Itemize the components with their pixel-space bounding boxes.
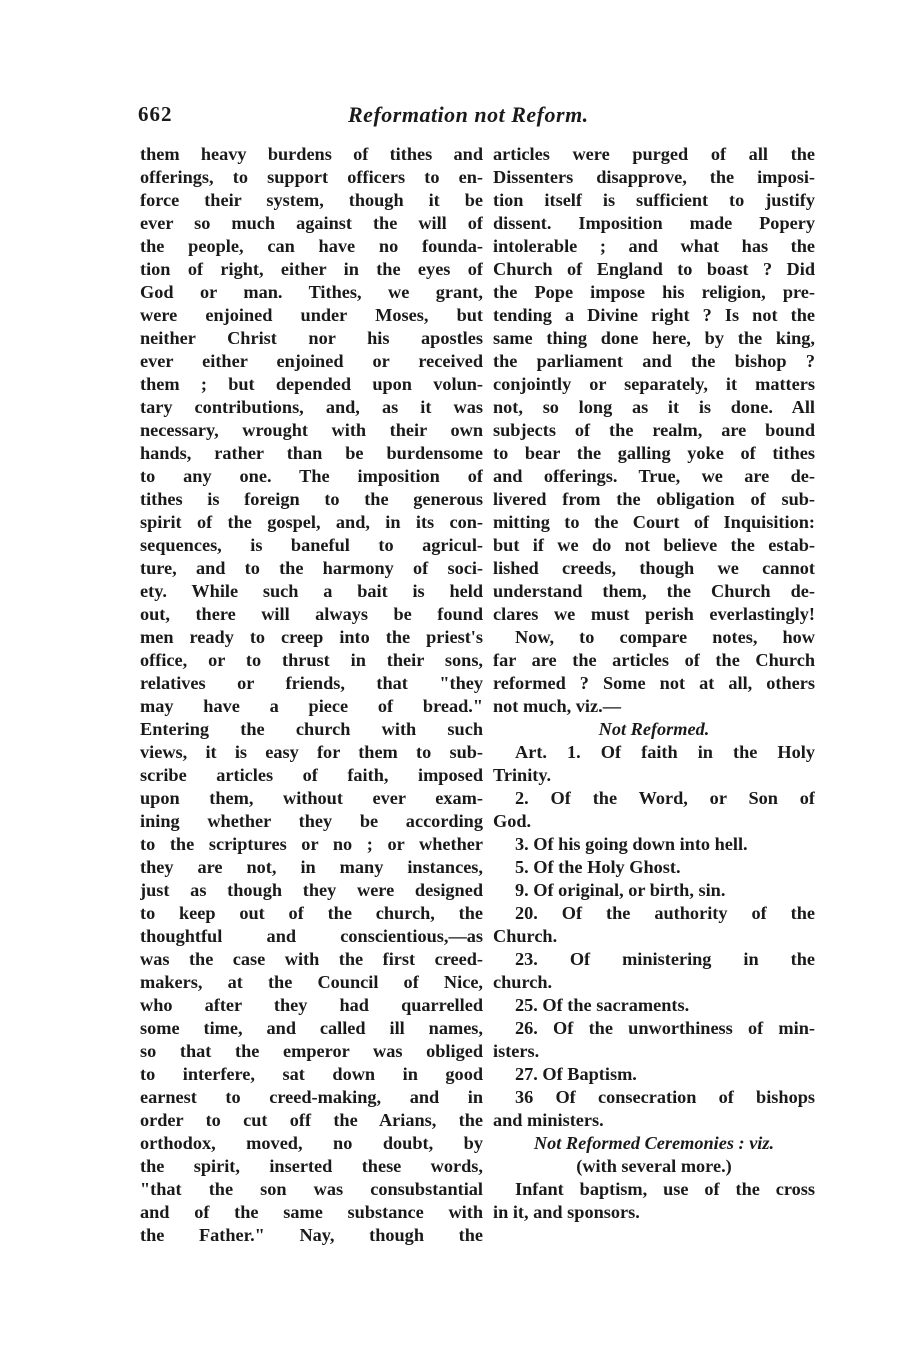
text-line: was the case with the first creed-: [140, 949, 483, 969]
text-line: not much, viz.—: [493, 696, 621, 716]
text-line: Art. 1. Of faith in the Holy: [515, 742, 815, 762]
text-line: orthodox, moved, no doubt, by: [140, 1133, 483, 1153]
text-line: 5. Of the Holy Ghost.: [515, 857, 681, 877]
text-line: 26. Of the unworthiness of min-: [515, 1018, 815, 1038]
text-line: the spirit, inserted these words,: [140, 1156, 483, 1176]
text-line: the parliament and the bishop ?: [493, 351, 815, 371]
text-line: Church of England to boast ? Did: [493, 259, 815, 279]
text-line: God or man. Tithes, we grant,: [140, 282, 483, 302]
text-line: makers, at the Council of Nice,: [140, 972, 483, 992]
text-line: 25. Of the sacraments.: [515, 995, 690, 1015]
text-line: thoughtful and conscientious,—as: [140, 926, 483, 946]
right-column: [493, 143, 815, 1224]
text-line: the people, can have no founda-: [140, 236, 483, 256]
text-line: upon them, without ever exam-: [140, 788, 483, 808]
text-line: ety. While such a bait is held: [140, 581, 483, 601]
text-line: the Father." Nay, though the: [140, 1225, 483, 1245]
text-line: tithes is foreign to the generous: [140, 489, 483, 509]
text-line: to interfere, sat down in good: [140, 1064, 483, 1084]
text-line: just as though they were designed: [140, 880, 483, 900]
text-line: far are the articles of the Church: [493, 650, 815, 670]
text-line: ining whether they be according: [140, 811, 483, 831]
text-line: earnest to creed-making, and in: [140, 1087, 483, 1107]
text-line: spirit of the gospel, and, in its con-: [140, 512, 483, 532]
text-line: some time, and called ill names,: [140, 1018, 483, 1038]
text-line: to bear the galling yoke of tithes: [493, 443, 815, 463]
text-line: livered from the obligation of sub-: [493, 489, 815, 509]
text-line: the Pope impose his religion, pre-: [493, 282, 815, 302]
text-line: offerings, to support officers to en-: [140, 167, 483, 187]
running-head: Reformation not Reform.: [348, 102, 589, 127]
text-line: understand them, the Church de-: [493, 581, 815, 601]
section-heading: Not Reformed Ceremonies : viz.: [533, 1133, 775, 1153]
text-line: intolerable ; and what has the: [493, 236, 815, 256]
page-number: 662: [138, 102, 173, 126]
text-line: out, there will always be found: [140, 604, 483, 624]
text-line: ever so much against the will of: [140, 213, 483, 233]
text-line: may have a piece of bread.": [140, 696, 483, 716]
text-line: force their system, though it be: [140, 190, 483, 210]
text-line: subjects of the realm, are bound: [493, 420, 815, 440]
text-line: Trinity.: [493, 765, 552, 785]
text-line: clares we must perish everlastingly!: [493, 604, 815, 624]
text-line: Dissenters disapprove, the imposi-: [493, 167, 815, 187]
text-line: to keep out of the church, the: [140, 903, 483, 923]
text-line: who after they had quarrelled: [140, 995, 483, 1015]
text-line: 27. Of Baptism.: [515, 1064, 637, 1084]
text-line: them ; but depended upon volun-: [140, 374, 483, 394]
text-line: ture, and to the harmony of soci-: [140, 558, 483, 578]
text-line: tion of right, either in the eyes of: [140, 259, 483, 279]
text-line: tary contributions, and, as it was: [140, 397, 483, 417]
text-line: tending a Divine right ? Is not the: [493, 305, 815, 325]
text-line: articles were purged of all the: [493, 144, 815, 164]
text-line: Entering the church with such: [140, 719, 483, 739]
text-line: 3. Of his going down into hell.: [515, 834, 748, 854]
text-line: 20. Of the authority of the: [515, 903, 815, 923]
text-line: to the scriptures or no ; or whether: [140, 834, 483, 854]
text-line: 9. Of original, or birth, sin.: [515, 880, 726, 900]
text-line: them heavy burdens of tithes and: [140, 144, 483, 164]
text-line: mitting to the Court of Inquisition:: [493, 512, 815, 532]
text-line: office, or to thrust in their sons,: [140, 650, 483, 670]
text-line: lished creeds, though we cannot: [493, 558, 815, 578]
text-line: they are not, in many instances,: [140, 857, 483, 877]
text-line: Infant baptism, use of the cross: [515, 1179, 815, 1199]
text-line: (with several more.): [576, 1156, 732, 1176]
text-line: 2. Of the Word, or Son of: [515, 788, 815, 808]
text-line: God.: [493, 811, 532, 831]
text-line: necessary, wrought with their own: [140, 420, 483, 440]
text-line: views, it is easy for them to sub-: [140, 742, 483, 762]
text-line: and offerings. True, we are de-: [493, 466, 815, 486]
text-line: to any one. The imposition of: [140, 466, 483, 486]
page-header: [138, 102, 818, 142]
text-line: and ministers.: [493, 1110, 604, 1130]
text-line: were enjoined under Moses, but: [140, 305, 483, 325]
text-line: sequences, is baneful to agricul-: [140, 535, 483, 555]
text-line: dissent. Imposition made Popery: [493, 213, 815, 233]
text-line: order to cut off the Arians, the: [140, 1110, 483, 1130]
section-heading: Not Reformed.: [598, 719, 710, 739]
text-line: but if we do not believe the estab-: [493, 535, 815, 555]
text-line: scribe articles of faith, imposed: [140, 765, 483, 785]
text-line: reformed ? Some not at all, others: [493, 673, 815, 693]
text-line: isters.: [493, 1041, 540, 1061]
text-line: men ready to creep into the priest's: [140, 627, 483, 647]
text-line: "that the son was consubstantial: [140, 1179, 483, 1199]
text-line: tion itself is sufficient to justify: [493, 190, 815, 210]
text-line: ever either enjoined or received: [140, 351, 483, 371]
text-line: relatives or friends, that "they: [140, 673, 483, 693]
text-line: 36 Of consecration of bishops: [515, 1087, 815, 1107]
left-column: [140, 143, 483, 1247]
text-line: church.: [493, 972, 553, 992]
text-line: Church.: [493, 926, 558, 946]
text-line: conjointly or separately, it matters: [493, 374, 815, 394]
text-line: in it, and sponsors.: [493, 1202, 640, 1222]
text-line: and of the same substance with: [140, 1202, 483, 1222]
text-line: not, so long as it is done. All: [493, 397, 815, 417]
text-line: same thing done here, by the king,: [493, 328, 815, 348]
text-line: hands, rather than be burdensome: [140, 443, 483, 463]
text-line: so that the emperor was obliged: [140, 1041, 483, 1061]
text-line: Now, to compare notes, how: [515, 627, 815, 647]
text-line: neither Christ nor his apostles: [140, 328, 483, 348]
text-line: 23. Of ministering in the: [515, 949, 815, 969]
